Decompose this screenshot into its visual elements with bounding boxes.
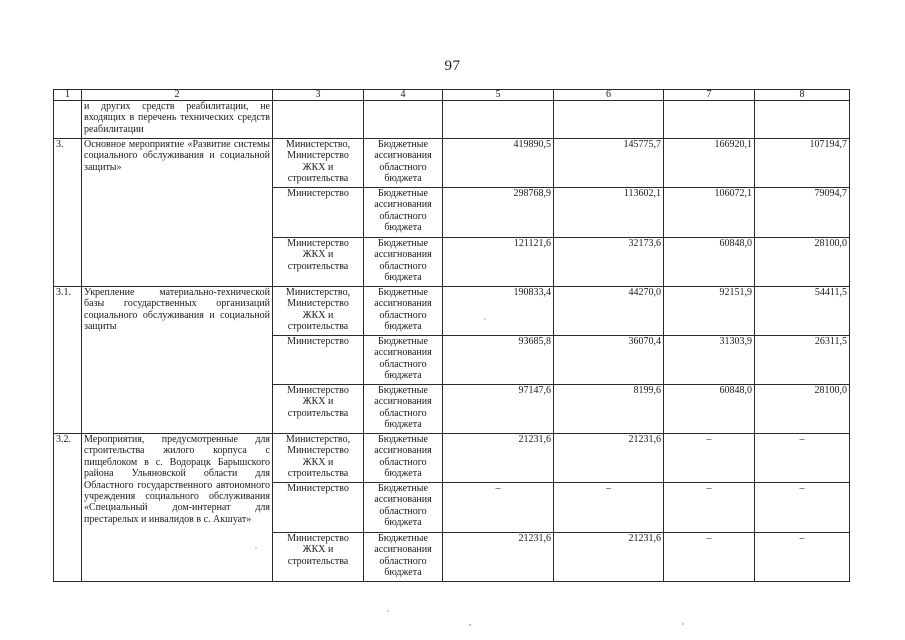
value-cell: 298768,9 <box>443 188 554 238</box>
row-number: 3. <box>54 139 82 287</box>
value-cell: 21231,6 <box>554 533 664 582</box>
value-cell: 166920,1 <box>664 139 755 188</box>
source-cell: Бюджетные ассигнования областного бюджета <box>364 336 443 385</box>
scan-speck <box>682 623 683 624</box>
value-cell: – <box>755 533 850 582</box>
column-number: 4 <box>364 90 443 101</box>
value-cell: – <box>755 434 850 483</box>
value-cell: – <box>664 483 755 533</box>
executor-cell: Министерство ЖКХ и строительства <box>273 533 364 582</box>
value-cell: 93685,8 <box>443 336 554 385</box>
executor-cell: Министерство, Министерство ЖКХ и строительства <box>273 287 364 336</box>
source-cell: Бюджетные ассигнования областного бюджета <box>364 188 443 238</box>
column-number: 1 <box>54 90 82 101</box>
value-cell: – <box>755 483 850 533</box>
value-cell: – <box>664 533 755 582</box>
value-cell: 44270,0 <box>554 287 664 336</box>
value-cell: – <box>554 483 664 533</box>
source-cell: Бюджетные ассигнования областного бюджета <box>364 139 443 188</box>
value-cell: 419890,5 <box>443 139 554 188</box>
source-cell: Бюджетные ассигнования областного бюджета <box>364 238 443 287</box>
measure-description: Мероприятия, предусмотренные для строительства жилого корпуса с пищеблоком в с. Водорацк Барышского района Ульяновской области для Областного государственного автономного учреждения социального обслуживания «Специальный дом-интернат для престарелых и инвалидов в с. Акшуат» <box>82 434 273 582</box>
value-cell: 26311,5 <box>755 336 850 385</box>
executor-cell: Министерство ЖКХ и строительства <box>273 238 364 287</box>
value-cell: 60848,0 <box>664 238 755 287</box>
value-cell: 21231,6 <box>443 533 554 582</box>
scan-speck <box>255 547 256 548</box>
row-number: 3.1. <box>54 287 82 434</box>
source-cell: Бюджетные ассигнования областного бюджета <box>364 533 443 582</box>
row-number: 3.2. <box>54 434 82 582</box>
value-cell: 32173,6 <box>554 238 664 287</box>
value-cell: 145775,7 <box>554 139 664 188</box>
scan-speck <box>484 318 485 319</box>
source-cell: Бюджетные ассигнования областного бюджета <box>364 385 443 434</box>
column-number: 7 <box>664 90 755 101</box>
value-cell: 79094,7 <box>755 188 850 238</box>
value-cell: 60848,0 <box>664 385 755 434</box>
column-number: 2 <box>82 90 273 101</box>
value-cell: 54411,5 <box>755 287 850 336</box>
column-number: 5 <box>443 90 554 101</box>
value-cell: 21231,6 <box>443 434 554 483</box>
source-cell: Бюджетные ассигнования областного бюджета <box>364 287 443 336</box>
value-cell: 31303,9 <box>664 336 755 385</box>
value-cell: 97147,6 <box>443 385 554 434</box>
column-number: 6 <box>554 90 664 101</box>
executor-cell: Министерство, Министерство ЖКХ и строительства <box>273 434 364 483</box>
source-cell: Бюджетные ассигнования областного бюджета <box>364 434 443 483</box>
value-cell: 28100,0 <box>755 385 850 434</box>
column-number: 3 <box>273 90 364 101</box>
continuation-text: и других средств реабилитации, не входящих в перечень технических средств реабилитации <box>82 101 273 139</box>
value-cell: 21231,6 <box>554 434 664 483</box>
page-number: 97 <box>444 58 461 74</box>
value-cell: – <box>443 483 554 533</box>
executor-cell: Министерство <box>273 336 364 385</box>
value-cell: 28100,0 <box>755 238 850 287</box>
value-cell: 92151,9 <box>664 287 755 336</box>
measure-description: Укрепление материально-технической базы государственных организаций социального обслуживания и социальной защиты <box>82 287 273 434</box>
executor-cell: Министерство <box>273 188 364 238</box>
value-cell: 8199,6 <box>554 385 664 434</box>
value-cell: 107194,7 <box>755 139 850 188</box>
executor-cell: Министерство, Министерство ЖКХ и строительства <box>273 139 364 188</box>
scan-speck <box>469 624 471 626</box>
executor-cell: Министерство ЖКХ и строительства <box>273 385 364 434</box>
source-cell: Бюджетные ассигнования областного бюджета <box>364 483 443 533</box>
value-cell: 121121,6 <box>443 238 554 287</box>
value-cell: 190833,4 <box>443 287 554 336</box>
value-cell: 36070,4 <box>554 336 664 385</box>
value-cell: 113602,1 <box>554 188 664 238</box>
value-cell: – <box>664 434 755 483</box>
measure-description: Основное мероприятие «Развитие системы социального обслуживания и социальной защиты» <box>82 139 273 287</box>
executor-cell: Министерство <box>273 483 364 533</box>
column-number: 8 <box>755 90 850 101</box>
scan-speck <box>387 610 388 611</box>
value-cell: 106072,1 <box>664 188 755 238</box>
